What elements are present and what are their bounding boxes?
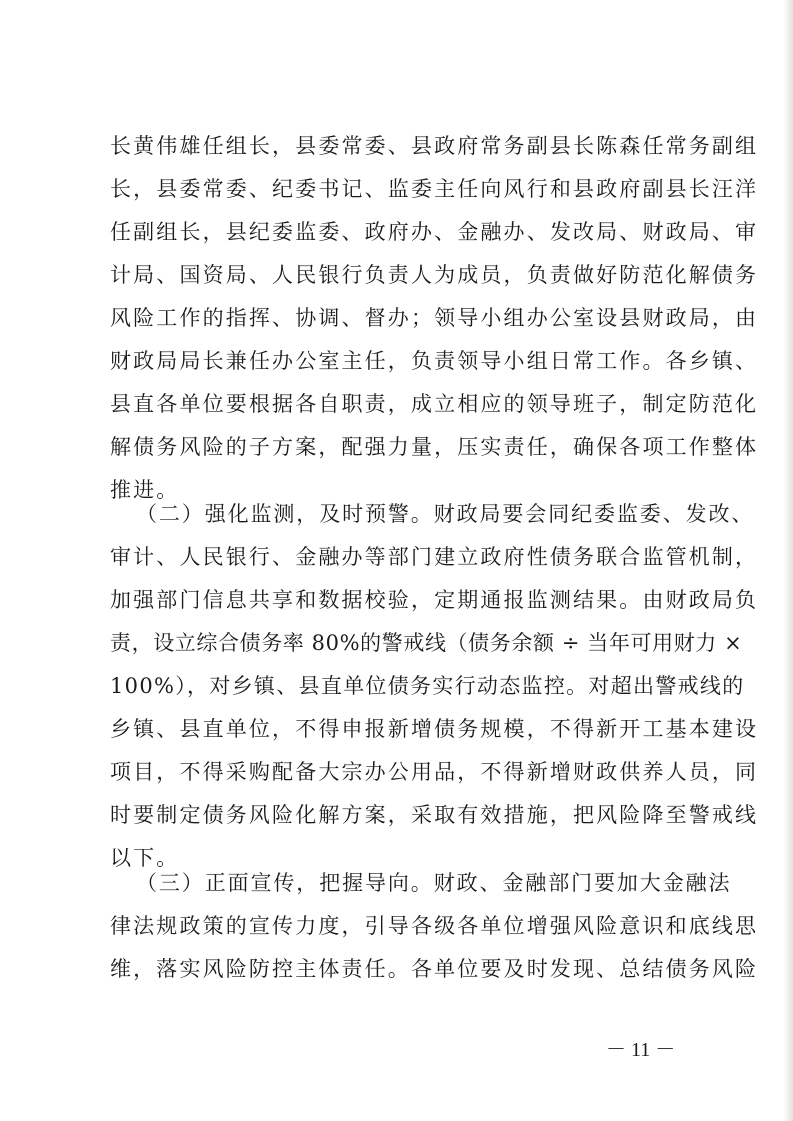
text-line-3: 任副组长，县纪委监委、政府办、金融办、发改局、财政局、审 — [110, 220, 759, 244]
text-line-1: 长黄伟雄任组长，县委常委、县政府常务副县长陈森任常务副组 — [110, 134, 759, 158]
text-line-8: 解债务风险的子方案，配强力量，压实责任，确保各项工作整体 — [110, 435, 759, 459]
text-line-19: （三）正面宣传，把握导向。财政、金融部门要加大金融法 — [136, 871, 732, 895]
text-line-4: 计局、国资局、人民银行负责人为成员，负责做好防范化解债务 — [110, 263, 759, 287]
text-line-5: 风险工作的指挥、协调、督办；领导小组办公室设县财政局，由 — [110, 306, 759, 330]
text-line-21: 维，落实风险防控主体责任。各单位要及时发现、总结债务风险 — [110, 957, 759, 981]
text-line-9: 推进。 — [110, 478, 180, 502]
text-line-2: 长，县委常委、纪委书记、监委主任向风行和县政府副县长汪洋 — [110, 177, 759, 201]
text-line-11: 审计、人民银行、金融办等部门建立政府性债务联合监管机制， — [110, 545, 759, 569]
text-line-17: 时要制定债务风险化解方案，采取有效措施，把风险降至警戒线 — [110, 803, 759, 827]
text-line-16: 项目，不得采购配备大宗办公用品，不得新增财政供养人员，同 — [110, 760, 759, 784]
text-line-20: 律法规政策的宣传力度，引导各级各单位增强风险意识和底线思 — [110, 914, 759, 938]
text-line-7: 县直各单位要根据各自职责，成立相应的领导班子，制定防范化 — [110, 392, 759, 416]
page-number: － 11 － — [606, 1039, 676, 1061]
text-line-13: 责，设立综合债务率 80%的警戒线（债务余额 ÷ 当年可用财力 × — [110, 631, 743, 655]
text-line-14: 100%），对乡镇、县直单位债务实行动态监控。对超出警戒线的 — [110, 674, 745, 698]
text-line-6: 财政局局长兼任办公室主任，负责领导小组日常工作。各乡镇、 — [110, 349, 759, 373]
text-line-18: 以下。 — [110, 846, 180, 870]
text-line-10: （二）强化监测，及时预警。财政局要会同纪委监委、发改、 — [136, 502, 755, 526]
text-line-15: 乡镇、县直单位，不得申报新增债务规模，不得新开工基本建设 — [110, 717, 759, 741]
text-line-12: 加强部门信息共享和数据校验，定期通报监测结果。由财政局负 — [110, 588, 759, 612]
